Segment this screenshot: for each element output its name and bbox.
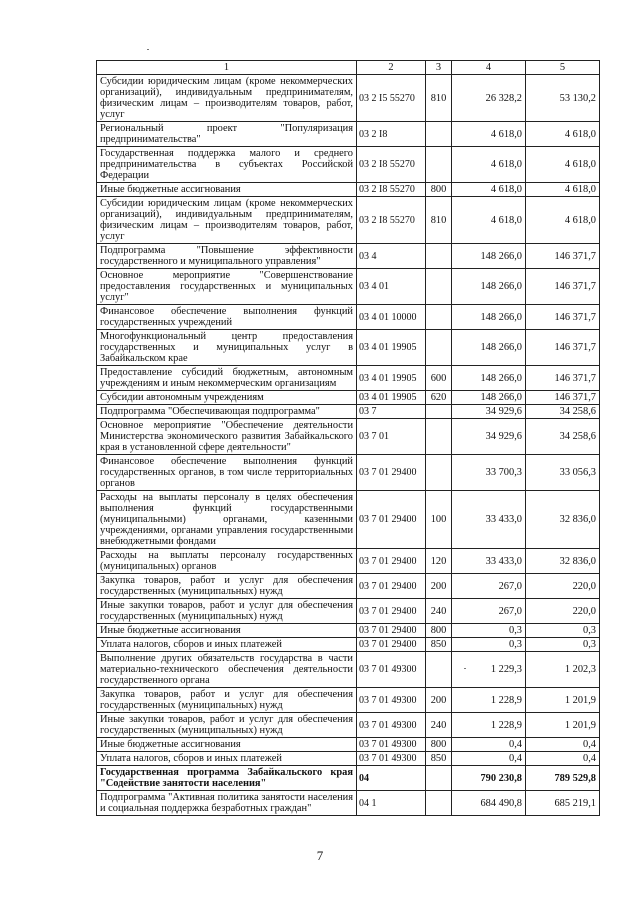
row-value-2-cell: 146 371,7 [526,305,600,330]
row-expense-type-cell [426,766,452,791]
scan-speck [464,668,466,669]
row-value-1-cell: 26 328,2 [452,75,526,122]
row-expense-type-cell: 240 [426,713,452,738]
row-expense-type-cell: 120 [426,549,452,574]
header-cell-value-1: 4 [452,61,526,75]
table-row [97,75,600,122]
row-value-2-cell: 4 618,0 [526,183,600,197]
row-name-cell: Государственная программа Забайкальского края "Содействие занятости населения" [97,766,357,791]
header-cell-code: 2 [357,61,426,75]
row-value-1-cell: 34 929,6 [452,419,526,455]
row-code-cell: 04 [357,766,426,791]
table-row [97,652,600,688]
row-name-cell: Региональный проект "Популяризация предпринимательства" [97,122,357,147]
table-row [97,305,600,330]
row-value-2-cell: 146 371,7 [526,244,600,269]
row-name-cell: Уплата налогов, сборов и иных платежей [97,638,357,652]
header-cell-vr: 3 [426,61,452,75]
table-row [97,244,600,269]
row-value-2-cell: 685 219,1 [526,791,600,816]
row-name-cell: Финансовое обеспечение выполнения функций государственных органов, в том числе территориальных органов [97,455,357,491]
table-row [97,269,600,305]
row-expense-type-cell [426,405,452,419]
row-value-1-cell: 4 618,0 [452,147,526,183]
row-expense-type-cell: 810 [426,197,452,244]
row-expense-type-cell: 600 [426,366,452,391]
row-value-1-cell: 33 700,3 [452,455,526,491]
row-value-2-cell: 146 371,7 [526,366,600,391]
row-name-cell: Финансовое обеспечение выполнения функций государственных учреждений [97,305,357,330]
row-expense-type-cell: 200 [426,688,452,713]
row-name-cell: Выполнение других обязательств государства в части материально-технического обеспечения деятельности государственного органа [97,652,357,688]
row-code-cell: 03 7 01 49300 [357,752,426,766]
header-cell-name: 1 [97,61,357,75]
row-value-2-cell: 1 201,9 [526,688,600,713]
table-row [97,183,600,197]
row-name-cell: Субсидии юридическим лицам (кроме некоммерческих организаций), индивидуальным предпринимателям, физическим лицам – производителям товаров, работ, услуг [97,197,357,244]
row-name-cell: Подпрограмма "Повышение эффективности государственного и муниципального управления" [97,244,357,269]
row-code-cell: 03 7 [357,405,426,419]
table-row [97,122,600,147]
row-value-1-cell: 1 229,3 [452,652,526,688]
row-code-cell: 03 7 01 49300 [357,652,426,688]
row-value-2-cell: 4 618,0 [526,147,600,183]
table-row [97,366,600,391]
table-body [97,61,600,816]
row-code-cell: 03 2 I5 55270 [357,75,426,122]
row-value-1-cell: 33 433,0 [452,491,526,549]
row-value-2-cell: 0,3 [526,638,600,652]
row-value-2-cell: 1 202,3 [526,652,600,688]
row-expense-type-cell [426,652,452,688]
row-value-2-cell: 789 529,8 [526,766,600,791]
row-code-cell: 03 7 01 29400 [357,549,426,574]
table-row [97,624,600,638]
row-code-cell: 03 4 01 [357,269,426,305]
row-value-2-cell: 4 618,0 [526,197,600,244]
row-name-cell: Подпрограмма "Активная политика занятости населения и социальная поддержка безработных граждан" [97,791,357,816]
row-value-2-cell: 220,0 [526,574,600,599]
row-value-2-cell: 0,4 [526,752,600,766]
table-row [97,455,600,491]
row-code-cell: 03 4 01 19905 [357,391,426,405]
row-name-cell: Закупка товаров, работ и услуг для обеспечения государственных (муниципальных) нужд [97,688,357,713]
row-value-1-cell: 148 266,0 [452,305,526,330]
table-row [97,766,600,791]
row-name-cell: Иные бюджетные ассигнования [97,738,357,752]
row-expense-type-cell: 100 [426,491,452,549]
row-expense-type-cell [426,122,452,147]
row-value-1-cell: 267,0 [452,599,526,624]
row-expense-type-cell: 800 [426,738,452,752]
row-value-1-cell: 1 228,9 [452,688,526,713]
row-value-2-cell: 146 371,7 [526,330,600,366]
row-expense-type-cell [426,305,452,330]
row-name-cell: Субсидии юридическим лицам (кроме некоммерческих организаций), индивидуальным предпринимателям, физическим лицам – производителям товаров, работ, услуг [97,75,357,122]
row-value-1-cell: 790 230,8 [452,766,526,791]
row-value-2-cell: 0,4 [526,738,600,752]
table-row [97,599,600,624]
row-name-cell: Подпрограмма "Обеспечивающая подпрограмма" [97,405,357,419]
row-name-cell: Государственная поддержка малого и среднего предпринимательства в субъектах Российской Федерации [97,147,357,183]
row-value-1-cell: 148 266,0 [452,330,526,366]
row-name-cell: Расходы на выплаты персоналу государственных (муниципальных) органов [97,549,357,574]
row-expense-type-cell: 240 [426,599,452,624]
row-value-2-cell: 53 130,2 [526,75,600,122]
row-code-cell: 03 7 01 29400 [357,455,426,491]
row-expense-type-cell: 620 [426,391,452,405]
row-value-1-cell: 148 266,0 [452,244,526,269]
row-value-1-cell: 34 929,6 [452,405,526,419]
row-name-cell: Предоставление субсидий бюджетным, автономным учреждениям и иным некоммерческим организациям [97,366,357,391]
table-row [97,688,600,713]
row-code-cell: 03 4 01 19905 [357,330,426,366]
row-code-cell: 03 2 I8 55270 [357,147,426,183]
row-code-cell: 03 7 01 29400 [357,574,426,599]
row-expense-type-cell: 800 [426,183,452,197]
row-value-1-cell: 1 228,9 [452,713,526,738]
row-code-cell: 03 7 01 49300 [357,738,426,752]
row-name-cell: Расходы на выплаты персоналу в целях обеспечения выполнения функций государственными (муниципальными) органами, казенными учреждениями, органами управления государственными внебюджетными фондами [97,491,357,549]
row-code-cell: 03 2 I8 55270 [357,183,426,197]
table-row [97,330,600,366]
row-expense-type-cell [426,791,452,816]
row-name-cell: Основное мероприятие "Обеспечение деятельности Министерства экономического развития Забайкальского края в установленной сфере деятельности" [97,419,357,455]
row-code-cell: 03 2 I8 55270 [357,197,426,244]
row-value-1-cell: 0,3 [452,638,526,652]
table-header-row [97,61,600,75]
table-row [97,549,600,574]
row-value-1-cell: 148 266,0 [452,366,526,391]
row-expense-type-cell [426,419,452,455]
row-value-2-cell: 32 836,0 [526,491,600,549]
table-row [97,574,600,599]
scan-speck [147,49,149,50]
row-name-cell: Иные бюджетные ассигнования [97,624,357,638]
row-code-cell: 03 2 I8 [357,122,426,147]
row-value-1-cell: 0,3 [452,624,526,638]
table-row [97,791,600,816]
row-name-cell: Иные закупки товаров, работ и услуг для обеспечения государственных (муниципальных) нужд [97,599,357,624]
table-row [97,391,600,405]
row-name-cell: Субсидии автономным учреждениям [97,391,357,405]
row-code-cell: 03 4 01 19905 [357,366,426,391]
row-value-2-cell: 34 258,6 [526,419,600,455]
row-value-1-cell: 0,4 [452,738,526,752]
table-row [97,491,600,549]
table-row [97,713,600,738]
table-row [97,738,600,752]
row-value-2-cell: 146 371,7 [526,269,600,305]
row-value-2-cell: 32 836,0 [526,549,600,574]
row-code-cell: 04 1 [357,791,426,816]
row-code-cell: 03 7 01 29400 [357,624,426,638]
row-code-cell: 03 7 01 49300 [357,713,426,738]
row-value-2-cell: 146 371,7 [526,391,600,405]
budget-table [96,60,600,816]
row-value-2-cell: 220,0 [526,599,600,624]
row-name-cell: Основное мероприятие "Совершенствование предоставления государственных и муниципальных услуг" [97,269,357,305]
row-value-1-cell: 4 618,0 [452,122,526,147]
row-expense-type-cell [426,330,452,366]
table-row [97,147,600,183]
row-expense-type-cell: 850 [426,638,452,652]
table-row [97,405,600,419]
row-expense-type-cell [426,244,452,269]
row-expense-type-cell [426,147,452,183]
row-value-2-cell: 4 618,0 [526,122,600,147]
row-value-1-cell: 0,4 [452,752,526,766]
row-value-1-cell: 33 433,0 [452,549,526,574]
row-name-cell: Уплата налогов, сборов и иных платежей [97,752,357,766]
row-code-cell: 03 7 01 [357,419,426,455]
table-row [97,752,600,766]
row-code-cell: 03 4 01 10000 [357,305,426,330]
row-value-1-cell: 148 266,0 [452,269,526,305]
row-name-cell: Закупка товаров, работ и услуг для обеспечения государственных (муниципальных) нужд [97,574,357,599]
row-expense-type-cell [426,455,452,491]
row-value-1-cell: 684 490,8 [452,791,526,816]
row-code-cell: 03 4 [357,244,426,269]
row-value-2-cell: 1 201,9 [526,713,600,738]
row-name-cell: Иные закупки товаров, работ и услуг для обеспечения государственных (муниципальных) нужд [97,713,357,738]
table-row [97,197,600,244]
row-name-cell: Многофункциональный центр предоставления государственных и муниципальных услуг в Забайкальском крае [97,330,357,366]
row-name-cell: Иные бюджетные ассигнования [97,183,357,197]
row-code-cell: 03 7 01 49300 [357,688,426,713]
row-expense-type-cell: 200 [426,574,452,599]
table-row [97,638,600,652]
row-value-2-cell: 34 258,6 [526,405,600,419]
row-value-1-cell: 4 618,0 [452,183,526,197]
row-expense-type-cell: 810 [426,75,452,122]
row-value-1-cell: 267,0 [452,574,526,599]
row-expense-type-cell: 850 [426,752,452,766]
row-code-cell: 03 7 01 29400 [357,638,426,652]
table-row [97,419,600,455]
row-value-1-cell: 148 266,0 [452,391,526,405]
row-value-2-cell: 33 056,3 [526,455,600,491]
row-expense-type-cell [426,269,452,305]
row-expense-type-cell: 800 [426,624,452,638]
row-code-cell: 03 7 01 29400 [357,599,426,624]
page-number: 7 [316,848,324,863]
row-code-cell: 03 7 01 29400 [357,491,426,549]
header-cell-value-2: 5 [526,61,600,75]
row-value-1-cell: 4 618,0 [452,197,526,244]
row-value-2-cell: 0,3 [526,624,600,638]
